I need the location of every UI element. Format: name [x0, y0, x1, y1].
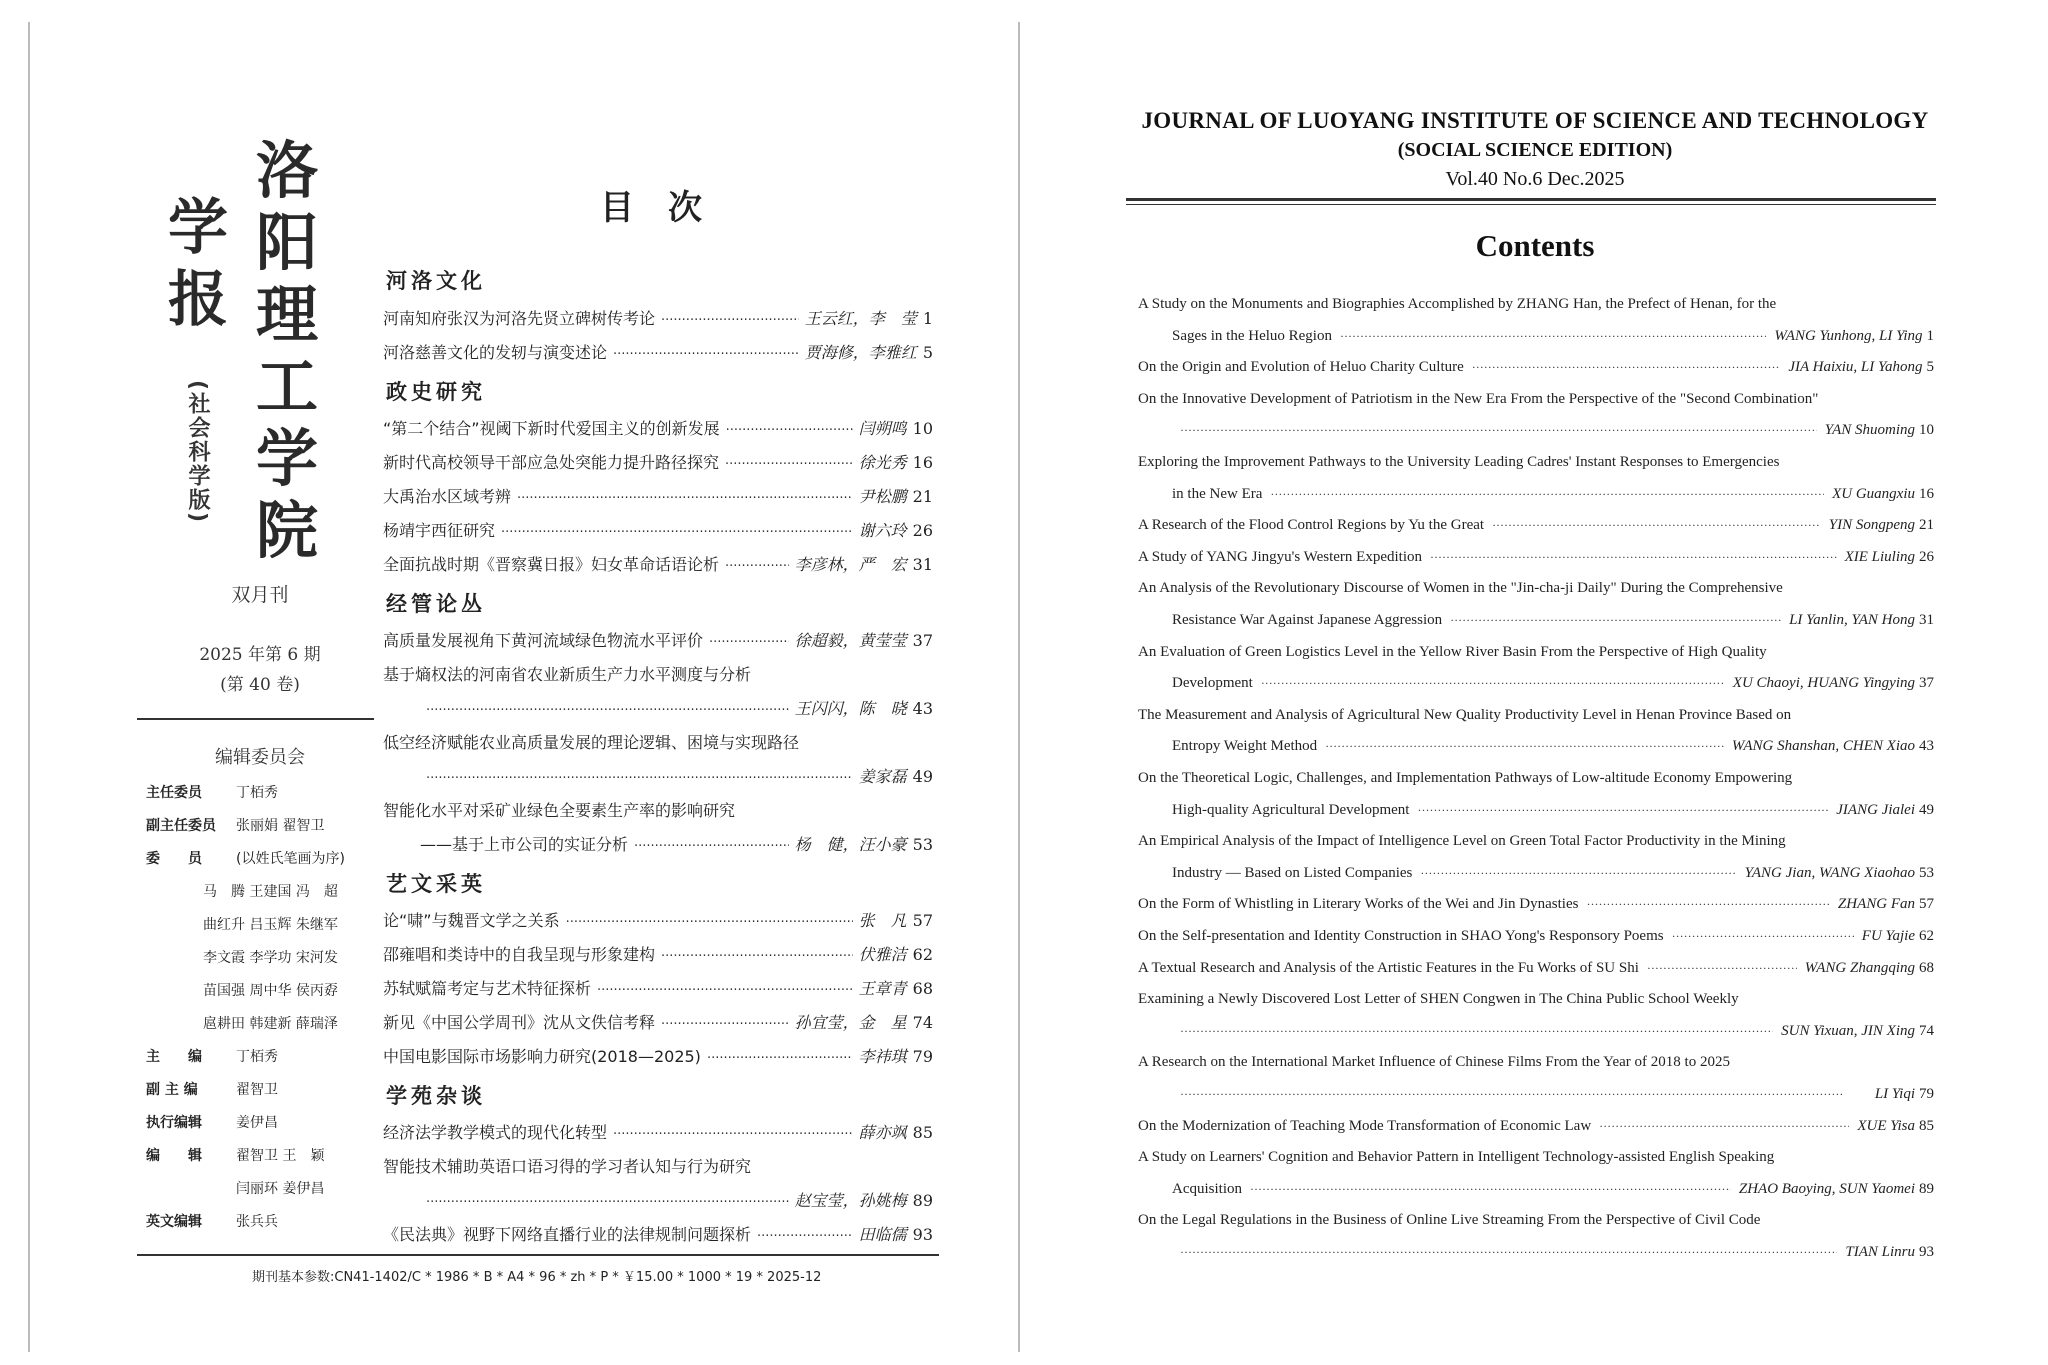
leader-dots [597, 983, 853, 998]
toc-entry-page: 85 [912, 1123, 933, 1142]
toc-entry-en-line2[interactable] [1172, 1244, 1934, 1261]
toc-entry-en-line1[interactable] [1138, 770, 1934, 787]
toc-entry-author: XUE Yisa [1857, 1118, 1915, 1134]
frequency-label: 双月刊 [231, 584, 289, 606]
toc-entry-en-line2[interactable] [1172, 422, 1934, 439]
toc-entry-en-line1[interactable] [1138, 391, 1934, 408]
board-member-row: 李文霞 李学功 宋河发 [203, 950, 338, 966]
right-header-rule [1126, 198, 1936, 201]
toc-entry-page: 5 [1926, 359, 1934, 375]
toc-entry-author: XU Chaoyi, HUANG Yingying [1732, 675, 1915, 691]
toc-entry-en-line2[interactable] [1172, 738, 1934, 755]
toc-entry-cn-line1[interactable] [383, 798, 933, 821]
toc-entry-title: An Analysis of the Revolutionary Discourse of Women in the "Jin-cha-ji Daily" During the Comprehensive [1138, 580, 1783, 596]
leader-dots [661, 313, 799, 328]
title-char: 学 [256, 422, 319, 495]
toc-entry-title: Resistance War Against Japanese Aggression [1172, 612, 1443, 628]
leader-dots [661, 1017, 789, 1032]
toc-entry-en-line1[interactable] [1138, 833, 1934, 850]
toc-entry-title: On the Modernization of Teaching Mode Transformation of Economic Law [1138, 1118, 1592, 1134]
toc-entry-page: 68 [912, 979, 933, 998]
board-names: 张兵兵 [236, 1214, 278, 1230]
journal-title-col-right [256, 134, 319, 572]
toc-entry-page: 53 [1919, 865, 1934, 881]
toc-entry-cn-line2[interactable] [420, 832, 933, 855]
leader-dots [1472, 360, 1781, 375]
toc-entry-title: 苏轼赋篇考定与艺术特征探析 [383, 979, 592, 998]
board-role: 英文编辑 [146, 1214, 202, 1230]
toc-section-cn: 艺文采英 [386, 871, 486, 896]
title-char: 理 [256, 278, 319, 351]
toc-entry-author: TIAN Linru [1845, 1244, 1915, 1260]
toc-entry-cn[interactable] [383, 976, 933, 999]
toc-entry-page: 89 [912, 1191, 933, 1210]
leader-dots [613, 1127, 853, 1142]
board-role: 编 辑 [146, 1148, 202, 1164]
toc-entry-page: 49 [912, 767, 933, 786]
leader-dots [1417, 803, 1828, 818]
toc-entry-title: High-quality Agricultural Development [1172, 802, 1410, 818]
toc-entry-page: 10 [1919, 422, 1934, 438]
toc-entry-cn[interactable] [383, 518, 933, 541]
toc-entry-cn[interactable] [383, 306, 933, 329]
board-role: 执行编辑 [146, 1115, 202, 1131]
toc-entry-en-line1[interactable] [1138, 707, 1934, 724]
toc-entry-author: 李祎琪 [858, 1047, 907, 1066]
leader-dots [501, 525, 853, 540]
toc-entry-page: 10 [912, 419, 933, 438]
toc-entry-title: 中国电影国际市场影响力研究(2018—2025) [383, 1047, 701, 1066]
toc-section-cn: 政史研究 [386, 379, 486, 404]
leader-dots [1250, 1182, 1731, 1197]
leader-dots [1430, 550, 1837, 565]
left-page-edge [28, 22, 30, 1352]
board-names: 姜伊昌 [236, 1115, 278, 1131]
leader-dots [1180, 1087, 1867, 1102]
board-names: 丁栢秀 [236, 1049, 278, 1065]
toc-entry-author: 闫朔鸣 [858, 419, 907, 438]
toc-entry-title: 新见《中国公学周刊》沈从文佚信考释 [383, 1013, 656, 1032]
leader-dots [1586, 897, 1829, 912]
leader-dots [1450, 613, 1781, 628]
toc-entry-en[interactable] [1138, 928, 1934, 945]
toc-entry-page: 37 [1919, 675, 1934, 691]
toc-entry-author: LI Yanlin, YAN Hong [1789, 612, 1915, 628]
board-names: 丁栢秀 [236, 785, 278, 801]
toc-entry-en-line2[interactable] [1172, 675, 1934, 692]
toc-entry-en-line1[interactable] [1138, 580, 1934, 597]
toc-entry-title: 智能技术辅助英语口语习得的学习者认知与行为研究 [383, 1157, 752, 1176]
toc-entry-title: On the Self-presentation and Identity Construction in SHAO Yong's Responsory Poems [1138, 928, 1664, 944]
leader-dots [709, 635, 789, 650]
leader-dots [1180, 1245, 1837, 1260]
board-role: 副 主 编 [146, 1082, 198, 1098]
toc-entry-cn-line2[interactable] [420, 696, 933, 719]
toc-entry-en-line1[interactable] [1138, 1149, 1934, 1166]
toc-entry-title: Examining a Newly Discovered Lost Letter of SHEN Congwen in The China Public School Weekly [1138, 991, 1739, 1007]
toc-entry-author: YANG Jian, WANG Xiaohao [1744, 865, 1915, 881]
toc-entry-en-line1[interactable] [1138, 296, 1934, 313]
toc-entry-en-line1[interactable] [1138, 644, 1934, 661]
toc-entry-author: 徐光秀 [858, 453, 907, 472]
toc-entry-author: WANG Zhangqing [1804, 960, 1915, 976]
journal-title-col-left [168, 193, 228, 342]
toc-entry-page: 57 [1919, 896, 1934, 912]
toc-entry-title: 论“啸”与魏晋文学之关系 [383, 911, 560, 930]
toc-entry-cn[interactable] [383, 450, 933, 473]
toc-entry-title: An Empirical Analysis of the Impact of Intelligence Level on Green Total Factor Productivity in the Mining [1138, 833, 1786, 849]
volume-issue-date: Vol.40 No.6 Dec.2025 [1445, 168, 1625, 190]
toc-entry-author: 伏雅洁 [858, 945, 907, 964]
board-row-english-editor [146, 1211, 278, 1231]
toc-entry-title: A Research of the Flood Control Regions by Yu the Great [1138, 517, 1485, 533]
left-masthead-divider [137, 718, 374, 720]
board-role: 主任委员 [146, 785, 202, 801]
board-role: 委 员 [146, 851, 202, 867]
toc-entry-author: YIN Songpeng [1828, 517, 1915, 533]
toc-entry-author: 赵宝莹，孙姚梅 [794, 1191, 907, 1210]
toc-entry-en-line2[interactable] [1172, 612, 1934, 629]
board-row-vice-director [146, 815, 324, 835]
toc-entry-author: JIA Haixiu, LI Yahong [1788, 359, 1923, 375]
toc-entry-title: On the Innovative Development of Patriotism in the New Era From the Perspective of the "Second Combination" [1138, 391, 1819, 407]
right-header-rule-thin [1126, 204, 1936, 205]
leader-dots [517, 491, 853, 506]
toc-entry-title: 大禹治水区域考辨 [383, 487, 512, 506]
leader-dots [613, 347, 799, 362]
toc-entry-en[interactable] [1138, 1118, 1934, 1135]
toc-entry-subtitle: ——基于上市公司的实证分析 [420, 835, 629, 854]
toc-entry-title: A Research on the International Market Influence of Chinese Films From the Year of 2018 to 2025 [1138, 1054, 1730, 1070]
leader-dots [661, 949, 853, 964]
toc-entry-title: 基于熵权法的河南省农业新质生产力水平测度与分析 [383, 665, 752, 684]
toc-entry-title: An Evaluation of Green Logistics Level in the Yellow River Basin From the Perspective of High Quality [1138, 644, 1767, 660]
board-row-director [146, 782, 278, 802]
title-char: 报 [168, 265, 228, 335]
toc-entry-page: 53 [912, 835, 933, 854]
toc-entry-title: Sages in the Heluo Region [1172, 328, 1332, 344]
toc-entry-page: 74 [1919, 1023, 1934, 1039]
toc-entry-page: 62 [1919, 928, 1934, 944]
board-names: 翟智卫 [236, 1082, 278, 1098]
toc-entry-author: ZHANG Fan [1837, 896, 1915, 912]
leader-dots [566, 915, 853, 930]
toc-entry-author: 孙宜莹，金 星 [794, 1013, 907, 1032]
toc-entry-en-line2[interactable] [1172, 1023, 1934, 1040]
leader-dots [1420, 866, 1736, 881]
toc-entry-en-line2[interactable] [1172, 1181, 1934, 1198]
toc-entry-page: 57 [912, 911, 933, 930]
toc-entry-page: 16 [1919, 486, 1934, 502]
toc-entry-author: 张 凡 [858, 911, 907, 930]
board-row-chief-editor [146, 1046, 278, 1066]
board-member-row: 扈耕田 韩建新 薛瑞泽 [203, 1016, 338, 1032]
toc-entry-title: A Study on the Monuments and Biographies Accomplished by ZHANG Han, the Prefect of Henan, for the [1138, 296, 1777, 312]
toc-entry-author: 贾海修，李雅红 [804, 343, 917, 362]
toc-entry-cn-line1[interactable] [383, 1154, 933, 1177]
toc-entry-page: 1 [1926, 328, 1934, 344]
toc-entry-cn[interactable] [383, 1010, 933, 1033]
toc-entry-page: 16 [912, 453, 933, 472]
toc-entry-cn-line1[interactable] [383, 730, 933, 753]
toc-entry-en-line1[interactable] [1138, 991, 1934, 1008]
board-row-members [146, 848, 345, 868]
toc-entry-page: 93 [912, 1225, 933, 1244]
leader-dots [726, 423, 853, 438]
board-note: (以姓氏笔画为序) [236, 851, 345, 867]
toc-entry-page: 31 [912, 555, 933, 574]
volume-label: (第 40 卷) [220, 675, 300, 695]
leader-dots [1180, 423, 1817, 438]
board-editors-row-2: 闫丽环 姜伊昌 [236, 1181, 325, 1197]
toc-entry-en-line2[interactable] [1172, 865, 1934, 882]
editorial-board-title: 编辑委员会 [215, 747, 305, 768]
title-char: 院 [256, 494, 319, 567]
toc-entry-cn[interactable] [383, 908, 933, 931]
toc-entry-title: On the Theoretical Logic, Challenges, and Implementation Pathways of Low-altitude Economy Empowering [1138, 770, 1793, 786]
board-row-editors [146, 1145, 324, 1165]
toc-entry-en-line2[interactable] [1172, 486, 1934, 503]
toc-title-en: Contents [1475, 228, 1595, 263]
toc-entry-title: 高质量发展视角下黄河流域绿色物流水平评价 [383, 631, 704, 650]
toc-entry-author: YAN Shuoming [1824, 422, 1915, 438]
toc-entry-cn[interactable] [383, 416, 933, 439]
toc-entry-title: 经济法学教学模式的现代化转型 [383, 1123, 608, 1142]
leader-dots [426, 771, 853, 786]
board-row-vice-chief-editor [146, 1079, 278, 1099]
toc-entry-cn[interactable] [383, 1044, 933, 1067]
toc-section-cn: 河洛文化 [386, 268, 486, 293]
toc-entry-title: 杨靖宇西征研究 [383, 521, 496, 540]
toc-entry-title: 全面抗战时期《晋察冀日报》妇女革命话语论析 [383, 555, 720, 574]
toc-entry-author: 王章青 [858, 979, 907, 998]
leader-dots [1492, 518, 1821, 533]
toc-entry-cn[interactable] [383, 1120, 933, 1143]
toc-entry-title: Development [1172, 675, 1253, 691]
toc-entry-en-line2[interactable] [1172, 802, 1934, 819]
toc-entry-title: The Measurement and Analysis of Agricultural New Quality Productivity Level in Henan Province Based on [1138, 707, 1792, 723]
toc-entry-cn[interactable] [383, 484, 933, 507]
toc-title-cn: 目次 [600, 188, 736, 228]
toc-entry-page: 68 [1919, 960, 1934, 976]
toc-entry-title: 《民法典》视野下网络直播行业的法律规制问题探析 [383, 1225, 752, 1244]
board-names: 翟智卫 王 颖 [236, 1148, 325, 1164]
leader-dots [1672, 929, 1854, 944]
journal-title-en: JOURNAL OF LUOYANG INSTITUTE OF SCIENCE AND TECHNOLOGY [1141, 108, 1929, 133]
leader-dots [1270, 487, 1824, 502]
leader-dots [1647, 961, 1797, 976]
toc-entry-title: 智能化水平对采矿业绿色全要素生产率的影响研究 [383, 801, 736, 820]
toc-entry-en[interactable] [1138, 549, 1934, 566]
toc-entry-author: SUN Yixuan, JIN Xing [1781, 1023, 1915, 1039]
toc-entry-title: A Study on Learners' Cognition and Behavior Pattern in Intelligent Technology-assisted English Speaking [1138, 1149, 1775, 1165]
toc-entry-title: Exploring the Improvement Pathways to the University Leading Cadres' Instant Responses to Emergencies [1138, 454, 1780, 470]
toc-entry-cn-line2[interactable] [420, 1188, 933, 1211]
toc-entry-cn[interactable] [383, 340, 933, 363]
edition-label-cn: (社会科学版) [185, 380, 210, 525]
toc-entry-author: XIE Liuling [1844, 549, 1915, 565]
toc-entry-page: 79 [1919, 1086, 1934, 1102]
toc-entry-en[interactable] [1138, 517, 1934, 534]
title-char: 洛 [256, 134, 319, 207]
leader-dots [426, 1195, 789, 1210]
toc-entry-author: FU Yajie [1861, 928, 1915, 944]
toc-entry-author: XU Guangxiu [1832, 486, 1915, 502]
toc-entry-title: On the Legal Regulations in the Business of Online Live Streaming From the Perspective of Civil Code [1138, 1212, 1761, 1228]
toc-entry-title: 低空经济赋能农业高质量发展的理论逻辑、困境与实现路径 [383, 733, 800, 752]
board-role: 副主任委员 [146, 818, 216, 834]
toc-entry-title: Industry — Based on Listed Companies [1172, 865, 1413, 881]
toc-entry-en-line2[interactable] [1172, 1086, 1934, 1103]
toc-entry-en-line2[interactable] [1172, 328, 1934, 345]
toc-entry-author: 杨 健，汪小豪 [794, 835, 907, 854]
toc-entry-page: 1 [922, 309, 933, 328]
toc-entry-author: ZHAO Baoying, SUN Yaomei [1738, 1181, 1915, 1197]
toc-entry-en-line1[interactable] [1138, 454, 1934, 471]
toc-entry-title: On the Form of Whistling in Literary Works of the Wei and Jin Dynasties [1138, 896, 1579, 912]
toc-entry-en[interactable] [1138, 359, 1934, 376]
toc-entry-cn[interactable] [383, 628, 933, 651]
board-names: 张丽娟 翟智卫 [236, 818, 325, 834]
toc-entry-title: 新时代高校领导干部应急处突能力提升路径探究 [383, 453, 720, 472]
toc-entry-page: 26 [1919, 549, 1934, 565]
toc-entry-page: 31 [1919, 612, 1934, 628]
toc-section-cn: 学苑杂谈 [386, 1083, 486, 1108]
toc-section-cn: 经管论丛 [386, 591, 486, 616]
toc-entry-page: 43 [1919, 738, 1934, 754]
leader-dots [1261, 676, 1725, 691]
page-gutter [1018, 22, 1020, 1352]
toc-entry-author: 王云红，李 莹 [804, 309, 917, 328]
toc-entry-page: 21 [1919, 517, 1934, 533]
issue-label: 2025 年第 6 期 [199, 645, 321, 665]
toc-entry-page: 89 [1919, 1181, 1934, 1197]
toc-entry-en[interactable] [1138, 896, 1934, 913]
toc-entry-author: 尹松鹏 [858, 487, 907, 506]
toc-entry-author: WANG Shanshan, CHEN Xiao [1731, 738, 1915, 754]
toc-entry-title: 河洛慈善文化的发轫与演变述论 [383, 343, 608, 362]
toc-entry-en-line1[interactable] [1138, 1054, 1934, 1071]
leader-dots [757, 1229, 853, 1244]
toc-entry-author: 姜家磊 [858, 767, 907, 786]
toc-entry-cn-line2[interactable] [420, 764, 933, 787]
toc-entry-author: 李彦林，严 宏 [794, 555, 907, 574]
toc-entry-page: 26 [912, 521, 933, 540]
leader-dots [707, 1051, 853, 1066]
toc-entry-cn[interactable] [383, 1222, 933, 1245]
leader-dots [1340, 329, 1766, 344]
title-char: 学 [168, 193, 228, 263]
toc-entry-title: 邵雍唱和类诗中的自我呈现与形象建构 [383, 945, 656, 964]
board-member-row: 苗国强 周中华 侯丙孬 [203, 983, 338, 999]
board-role: 主 编 [146, 1049, 202, 1065]
toc-entry-cn-line1[interactable] [383, 662, 933, 685]
toc-entry-en-line1[interactable] [1138, 1212, 1934, 1229]
edition-label-en: (SOCIAL SCIENCE EDITION) [1397, 139, 1673, 161]
toc-entry-title: A Textual Research and Analysis of the Artistic Features in the Fu Works of SU Shi [1138, 960, 1639, 976]
toc-entry-en[interactable] [1138, 960, 1934, 977]
left-footer-divider [137, 1254, 939, 1256]
leader-dots [1599, 1119, 1849, 1134]
toc-entry-title: “第二个结合”视阈下新时代爱国主义的创新发展 [383, 419, 720, 438]
toc-entry-title: A Study of YANG Jingyu's Western Expedition [1138, 549, 1422, 565]
toc-entry-title: in the New Era [1172, 486, 1263, 502]
toc-entry-title: Acquisition [1172, 1181, 1242, 1197]
toc-entry-page: 21 [912, 487, 933, 506]
journal-parameters-footer: 期刊基本参数:CN41-1402/C * 1986 * B * A4 * 96 * zh * P * ￥15.00 * 1000 * 19 * 2025-12 [252, 1270, 822, 1285]
toc-entry-page: 49 [1919, 802, 1934, 818]
toc-entry-title: 河南知府张汉为河洛先贤立碑树传考论 [383, 309, 656, 328]
toc-entry-page: 37 [912, 631, 933, 650]
toc-entry-title: Entropy Weight Method [1172, 738, 1318, 754]
leader-dots [725, 457, 853, 472]
journal-title-cn [160, 134, 330, 567]
board-row-executive-editor [146, 1112, 278, 1132]
toc-entry-page: 5 [922, 343, 933, 362]
title-char: 阳 [256, 206, 319, 279]
toc-entry-author: 徐超毅，黄莹莹 [794, 631, 907, 650]
leader-dots [634, 839, 789, 854]
board-member-row: 马 腾 王建国 冯 超 [203, 884, 338, 900]
toc-entry-page: 43 [912, 699, 933, 718]
toc-entry-title: On the Origin and Evolution of Heluo Charity Culture [1138, 359, 1464, 375]
toc-entry-page: 79 [912, 1047, 933, 1066]
leader-dots [725, 559, 789, 574]
toc-entry-author: 薛亦飒 [858, 1123, 907, 1142]
toc-entry-author: 谢六玲 [858, 521, 907, 540]
toc-entry-author: LI Yiqi [1874, 1086, 1915, 1102]
toc-entry-author: WANG Yunhong, LI Ying [1774, 328, 1923, 344]
toc-entry-author: 王闪闪，陈 晓 [794, 699, 907, 718]
toc-entry-page: 62 [912, 945, 933, 964]
toc-entry-page: 74 [912, 1013, 933, 1032]
leader-dots [426, 703, 789, 718]
toc-entry-author: 田临儒 [858, 1225, 907, 1244]
board-member-row: 曲红升 吕玉辉 朱继军 [203, 917, 338, 933]
toc-entry-page: 85 [1919, 1118, 1934, 1134]
toc-entry-cn[interactable] [383, 552, 933, 575]
toc-entry-author: JIANG Jialei [1836, 802, 1915, 818]
title-char: 工 [256, 350, 319, 423]
toc-entry-cn[interactable] [383, 942, 933, 965]
leader-dots [1325, 739, 1724, 754]
toc-entry-page: 93 [1919, 1244, 1934, 1260]
leader-dots [1180, 1024, 1773, 1039]
